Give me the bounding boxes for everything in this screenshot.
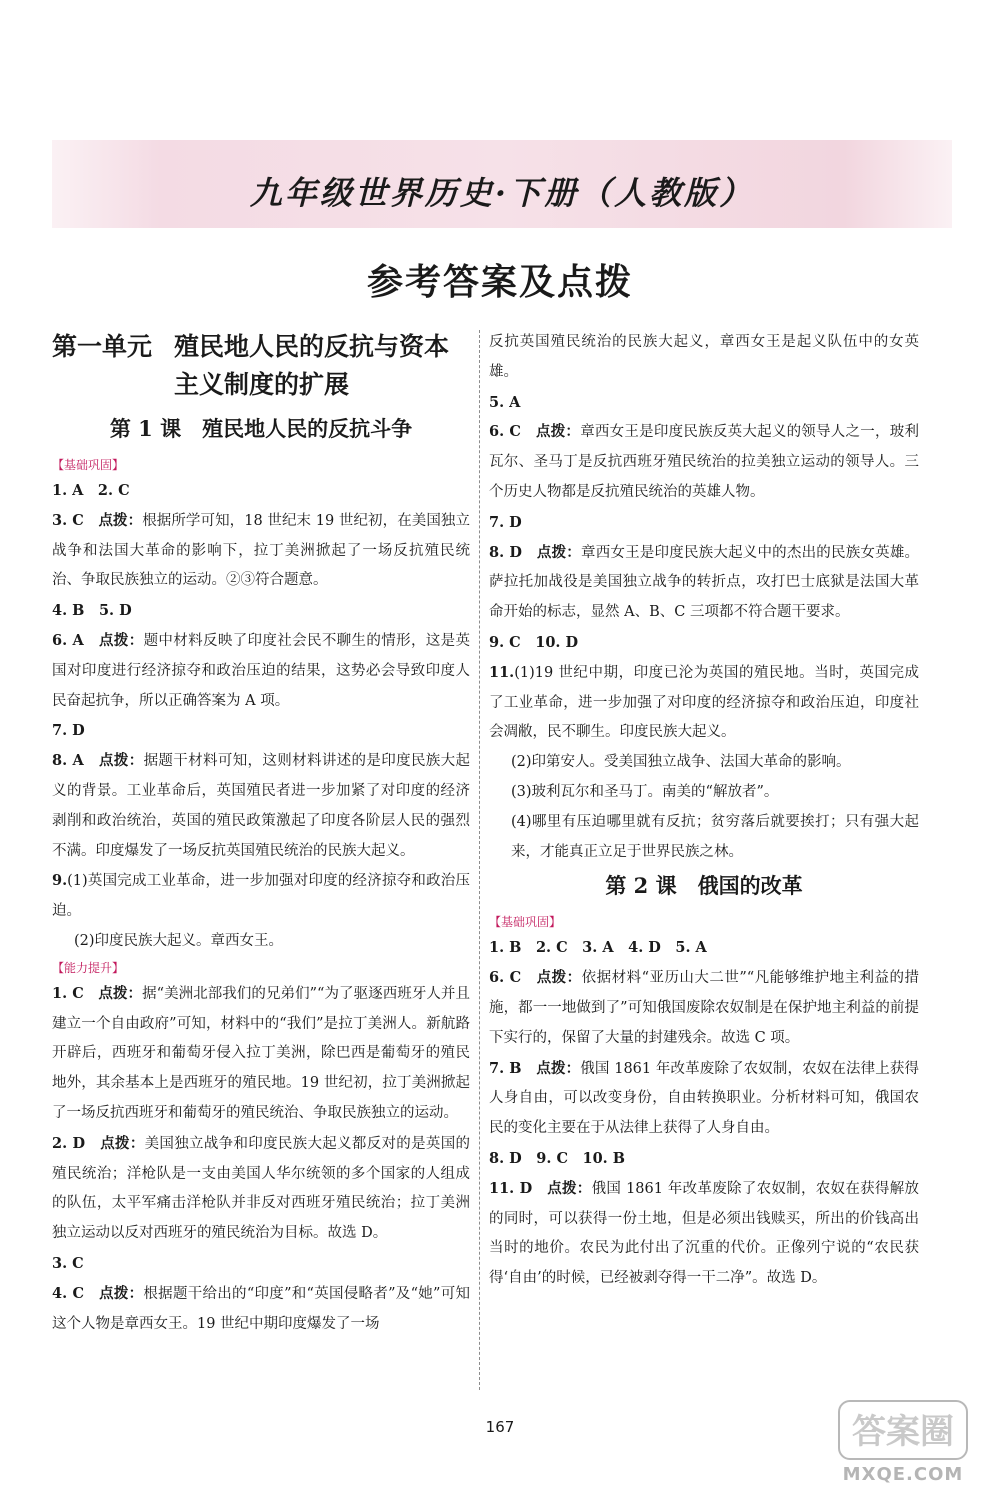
unit-heading xyxy=(52,328,470,404)
unit-title-line1: 殖民地人民的反抗与资本 xyxy=(174,332,450,361)
answer-item: 6. C 点拨：依据材料“亚历山大二世”“凡能够维护地主利益的措施，都一一地做到了”可知俄国废除农奴制是在保护地主利益的前提下实行的，保留了大量的封建残余。故选 C 项。 xyxy=(489,969,919,1046)
page-number: 167 xyxy=(485,1418,515,1436)
answer-item: 6. C 点拨：章西女王是印度民族反英大起义的领导人之一，玻利瓦尔、圣马丁是反抗西班牙殖民统治的拉美独立运动的领导人。三个历史人物都是反抗殖民统治的英雄人物。 xyxy=(489,423,920,500)
unit-number: 第一单元 xyxy=(52,332,153,361)
banner-title: 九年级世界历史·下册（人教版） xyxy=(249,174,755,212)
answer-item: 8. A 点拨：据题干材料可知，这则材料讲述的是印度民族大起义的背景。工业革命后，英国殖民者进一步加紧了对印度的经济剥削和政治统治，英国的殖民政策激起了印度各阶层人民的强烈不满。印度爆发了一场反抗英国殖民统治的民族大起义。 xyxy=(52,752,471,859)
section-tag-advanced: 【能力提升】 xyxy=(52,960,125,975)
answer-item: 9.(1)英国完成工业革命，进一步加强对印度的经济掠夺和政治压迫。 (2)印度民族大起义。章西女王。 xyxy=(52,872,470,949)
lesson-1-title: 第 1 课 殖民地人民的反抗斗争 xyxy=(109,416,413,441)
lesson-2-title: 第 2 课 俄国的改革 xyxy=(605,873,803,899)
watermark-logo xyxy=(838,1400,968,1490)
section-tag-basic: 【基础巩固】 xyxy=(52,458,125,472)
answer-item: 9. C 10. D xyxy=(489,633,579,651)
answer-item: 11.(1)19 世纪中期，印度已沦为英国的殖民地。当时，英国完成了工业革命，进一步加强了对印度的经济掠夺和政治压迫，印度社会凋敝，民不聊生。印度民族大起义。 (2)印第安人。受美国独立战争、法国大革命的影响。 (3)玻利瓦尔和圣马丁。南美的“解放者”。 (4)哪里有压迫哪里就有反抗；贫穷落后就要挨打；只有强大起来，才能真正立足于世界民族之林。 xyxy=(489,663,919,860)
left-column xyxy=(52,328,470,1339)
answer-continuation: 反抗英国殖民统治的民族大起义，章西女王是起义队伍中的女英雄。 xyxy=(489,334,919,380)
answer-item: 3. C 点拨：根据所学可知，18 世纪末 19 世纪初，在美国独立战争和法国大革命的影响下，拉丁美洲掀起了一场反抗殖民统治、争取民族独立的运动。②③符合题意。 xyxy=(52,511,471,589)
page-title: 参考答案及点拨 xyxy=(366,261,633,303)
answer-item: 7. D xyxy=(489,513,522,531)
answer-item: 8. D 9. C 10. B xyxy=(489,1149,626,1167)
answer-item: 11. D 点拨：俄国 1861 年改革废除了农奴制，农奴在获得解放的同时，可以获得一份土地，但是必须出钱赎买，所出的价钱高出当时的地价。农民为此付出了沉重的代价。正像列宁说的“农民获得‘自由’的时候，已经被剥夺得一干二净”。故选 D。 xyxy=(489,1179,919,1287)
answer-item: 7. D xyxy=(52,722,85,740)
answer-item: 4. C 点拨：根据题干给出的“印度”和“英国侵略者”及“她”可知这个人物是章西女王。19 世纪中期印度爆发了一场 xyxy=(52,1284,471,1332)
answer-item: 5. A xyxy=(489,393,521,411)
answer-item: 2. D 点拨：美国独立战争和印度民族大起义都反对的是英国的殖民统治；洋枪队是一支由美国人华尔统领的多个国家的人组成的队伍，太平军痛击洋枪队并非反对西班牙殖民统治；拉丁美洲独立运动以反对西班牙的殖民统治为目标。故选 D。 xyxy=(52,1134,471,1242)
unit-title-line2: 主义制度的扩展 xyxy=(174,370,350,399)
answer-item: 8. D 点拨：章西女王是印度民族大起义中的杰出的民族女英雄。萨拉托加战役是美国独立战争的转折点，攻打巴士底狱是法国大革命开始的标志，显然 A、B、C 三项都不符合题干要求。 xyxy=(489,543,920,621)
answer-item: 6. A 点拨：题中材料反映了印度社会民不聊生的情形，这是英国对印度进行经济掠夺和政治压迫的结果，这势必会导致印度人民奋起抗争，所以正确答案为 A 项。 xyxy=(52,631,471,709)
right-column xyxy=(489,328,919,1294)
watermark-logo-mark: 答案圈 xyxy=(838,1400,968,1460)
section-tag-basic-2: 【基础巩固】 xyxy=(489,915,562,930)
column-divider xyxy=(479,330,480,1390)
answer-item: 1. C 点拨：据“美洲北部我们的兄弟们”“为了驱逐西班牙人并且建立一个自由政府”可知，材料中的“我们”是拉丁美洲人。新航路开辟后，西班牙和葡萄牙侵入拉丁美洲，除巴西是葡萄牙的殖民地外，其余基本上是西班牙的殖民地。19 世纪初，拉丁美洲掀起了一场反抗西班牙和葡萄牙的殖民统治、争取民族独立的运动。 xyxy=(52,984,470,1121)
answer-item: 3. C xyxy=(52,1254,84,1272)
answer-item: 4. B 5. D xyxy=(52,602,132,620)
header-banner xyxy=(52,140,952,228)
answer-item: 7. B 点拨：俄国 1861 年改革废除了农奴制，农奴在法律上获得人身自由，可以改变身份，自由转换职业。分析材料可知，俄国农民的变化主要在于从法律上获得了人身自由。 xyxy=(489,1059,920,1137)
answer-item: 1. B 2. C 3. A 4. D 5. A xyxy=(489,939,707,957)
watermark-url: MXQE.COM xyxy=(842,1464,964,1485)
answer-item: 1. A 2. C xyxy=(52,482,130,499)
